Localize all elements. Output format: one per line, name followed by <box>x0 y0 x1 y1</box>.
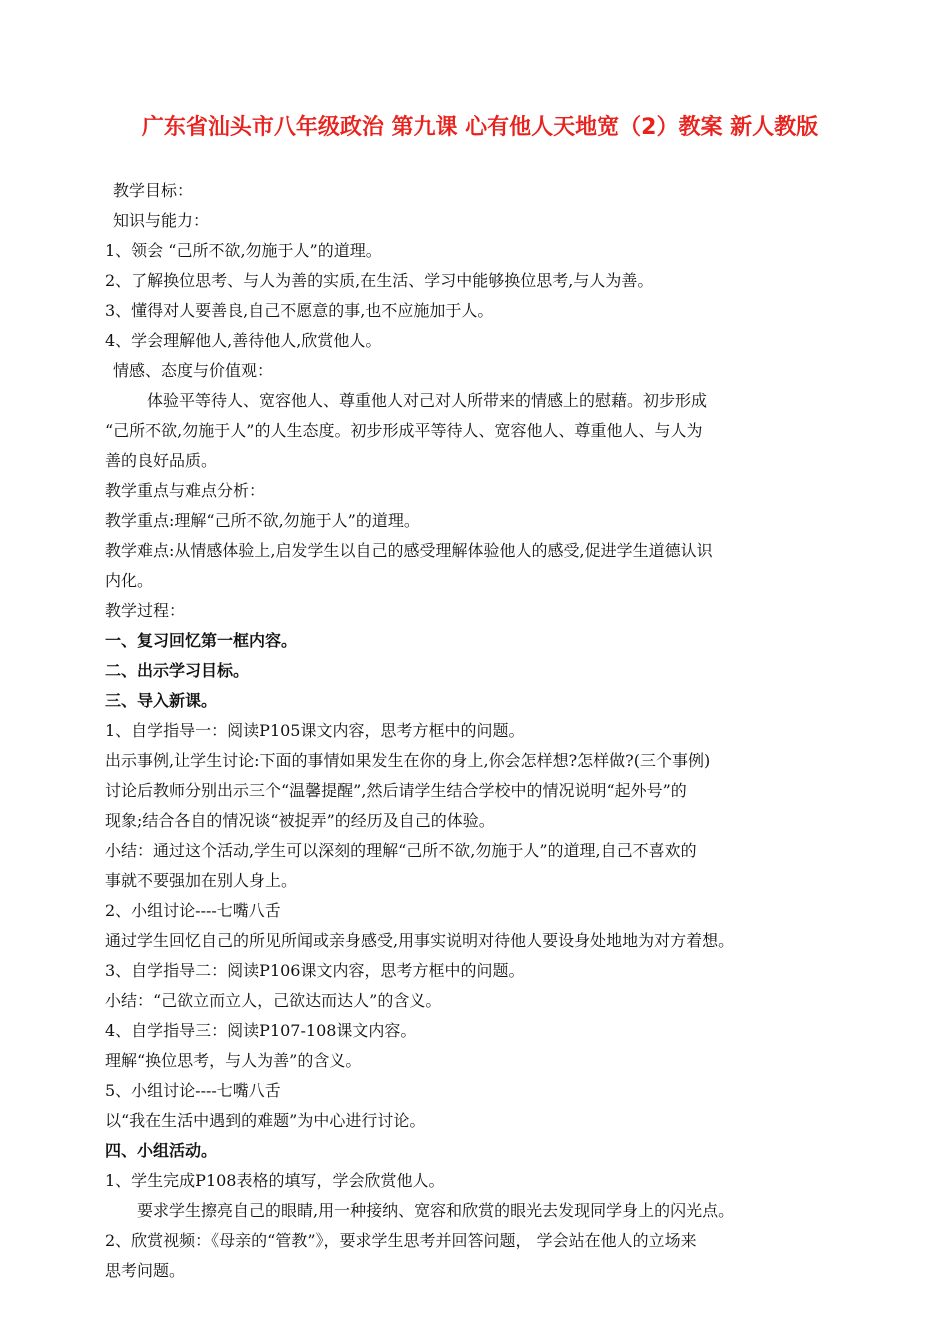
section-heading: 教学重点与难点分析： <box>105 481 266 500</box>
step-heading: 二、出示学习目标。 <box>105 661 250 680</box>
paragraph-line: 小结：“己欲立而立人，己欲达而达人”的含义。 <box>105 991 442 1010</box>
paragraph-line: 2、小组讨论----七嘴八舌 <box>105 901 281 920</box>
step-heading: 一、复习回忆第一框内容。 <box>105 631 298 650</box>
paragraph-line: 4、自学指导三：阅读P107-108课文内容。 <box>105 1021 417 1040</box>
objective-item: 3、懂得对人要善良,自己不愿意的事,也不应施加于人。 <box>105 301 494 320</box>
document-title: 广东省汕头市八年级政治 第九课 心有他人天地宽（2）教案 新人教版 <box>141 115 819 140</box>
key-point: 教学重点:理解“己所不欲,勿施于人”的道理。 <box>105 511 420 530</box>
document-body <box>105 176 850 1286</box>
paragraph-line: 5、小组讨论----七嘴八舌 <box>105 1081 281 1100</box>
subsection-heading: 知识与能力： <box>113 211 210 230</box>
paragraph-line: 3、自学指导二：阅读P106课文内容，思考方框中的问题。 <box>105 961 525 980</box>
paragraph-line: 出示事例,让学生讨论:下面的事情如果发生在你的身上,你会怎样想?怎样做?(三个事例) <box>105 751 711 770</box>
subsection-heading: 情感、态度与价值观： <box>113 361 274 380</box>
paragraph-line: 1、自学指导一：阅读P105课文内容，思考方框中的问题。 <box>105 721 525 740</box>
paragraph-line: 善的良好品质。 <box>105 451 218 470</box>
paragraph-line: 小结：通过这个活动,学生可以深刻的理解“己所不欲,勿施于人”的道理,自己不喜欢的 <box>105 841 697 860</box>
paragraph-line: 体验平等待人、宽容他人、尊重他人对己对人所带来的情感上的慰藉。初步形成 <box>147 391 708 410</box>
paragraph-line: 要求学生擦亮自己的眼睛,用一种接纳、宽容和欣赏的眼光去发现同学身上的闪光点。 <box>137 1201 735 1220</box>
paragraph-line: 理解“换位思考，与人为善”的含义。 <box>105 1051 362 1070</box>
paragraph-line: 通过学生回忆自己的所见所闻或亲身感受,用事实说明对待他人要设身处地地为对方着想。 <box>105 931 735 950</box>
section-heading: 教学过程： <box>105 601 186 620</box>
paragraph-line: 2、欣赏视频：《母亲的“管教”》，要求学生思考并回答问题， 学会站在他人的立场来 <box>105 1231 697 1250</box>
objective-item: 2、了解换位思考、与人为善的实质,在生活、学习中能够换位思考,与人为善。 <box>105 271 654 290</box>
paragraph-line: 现象;结合各自的情况谈“被捉弄”的经历及自己的体验。 <box>105 811 495 830</box>
objective-item: 1、领会 “己所不欲,勿施于人”的道理。 <box>105 241 382 260</box>
paragraph-line: 思考问题。 <box>105 1261 186 1280</box>
difficult-point: 教学难点:从情感体验上,启发学生以自己的感受理解体验他人的感受,促进学生道德认识 <box>105 541 713 560</box>
paragraph-line: “己所不欲,勿施于人”的人生态度。初步形成平等待人、宽容他人、尊重他人、与人为 <box>105 421 703 440</box>
paragraph-line: 事就不要强加在别人身上。 <box>105 871 298 890</box>
paragraph-line: 1、学生完成P108表格的填写，学会欣赏他人。 <box>105 1171 445 1190</box>
paragraph-line: 讨论后教师分别出示三个“温馨提醒”,然后请学生结合学校中的情况说明“起外号”的 <box>105 781 687 800</box>
section-heading: 教学目标： <box>113 181 194 200</box>
difficult-point-cont: 内化。 <box>105 571 154 590</box>
step-heading: 四、小组活动。 <box>105 1141 218 1160</box>
objective-item: 4、学会理解他人,善待他人,欣赏他人。 <box>105 331 382 350</box>
step-heading: 三、导入新课。 <box>105 691 218 710</box>
paragraph-line: 以“我在生活中遇到的难题”为中心进行讨论。 <box>105 1111 426 1130</box>
